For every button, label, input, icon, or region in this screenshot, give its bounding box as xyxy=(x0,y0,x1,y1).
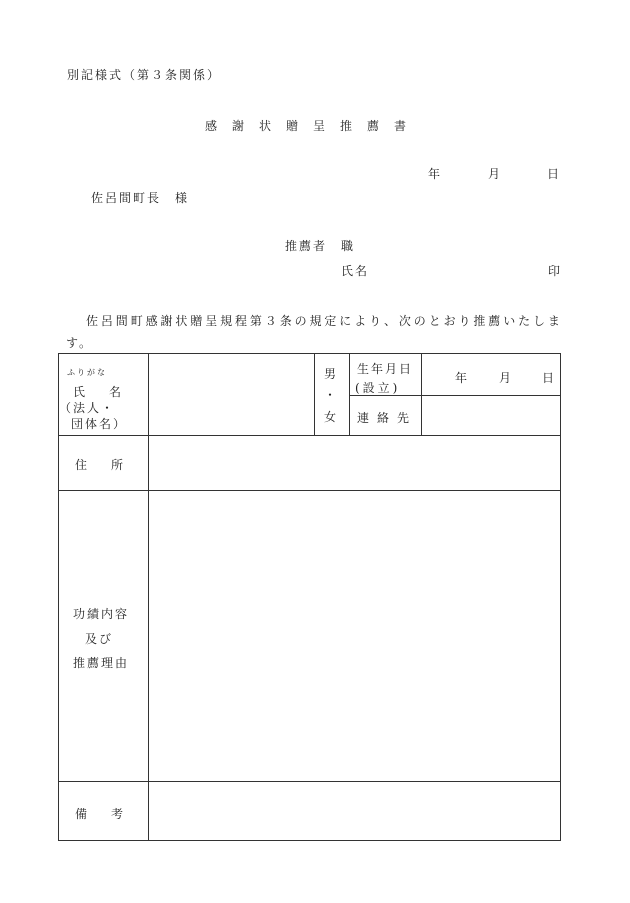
position-label: 職 xyxy=(341,239,354,253)
recommender-label: 推薦者 xyxy=(285,239,328,253)
birth-month: 月 xyxy=(499,371,512,385)
row-divider xyxy=(59,490,560,491)
and-label: 及び xyxy=(85,632,114,646)
col-divider xyxy=(349,354,350,435)
sex-separator: ・ xyxy=(324,388,337,402)
date-month: 月 xyxy=(488,167,501,181)
reason-label: 推薦理由 xyxy=(73,656,130,670)
form-reference: 別記様式（第３条関係） xyxy=(67,68,222,82)
birth-year: 年 xyxy=(455,371,468,385)
body-text-line1: 佐呂間町感謝状贈呈規程第３条の規定により、次のとおり推薦いたしま xyxy=(86,314,563,328)
achievements-label: 功績内容 xyxy=(73,607,130,621)
corporation-label: （法人・ xyxy=(59,401,116,415)
seal-mark: 印 xyxy=(548,264,561,278)
birthdate-label: 生年月日 xyxy=(357,362,414,376)
remarks-label: 備 考 xyxy=(75,807,124,821)
name-label: 氏名 xyxy=(341,264,370,278)
date-day: 日 xyxy=(547,167,560,181)
row-divider xyxy=(59,781,560,782)
sex-female: 女 xyxy=(324,410,337,424)
body-text-line2: す。 xyxy=(66,336,94,350)
recommendation-table xyxy=(58,353,561,841)
established-label: (設立) xyxy=(355,381,401,395)
birth-day: 日 xyxy=(542,371,555,385)
col-divider xyxy=(148,354,149,840)
sex-male: 男 xyxy=(324,367,337,381)
col-divider xyxy=(421,354,422,435)
furigana-label: ふりがな xyxy=(67,368,107,377)
contact-label: 連絡先 xyxy=(357,411,418,425)
row-divider xyxy=(59,435,560,436)
document-title: 感謝状贈呈推薦書 xyxy=(205,119,422,133)
group-name-label: 団体名） xyxy=(71,417,128,431)
address-label: 住 所 xyxy=(75,458,124,472)
date-year: 年 xyxy=(428,167,441,181)
col-divider xyxy=(314,354,315,435)
name-field-label: 氏 名 xyxy=(73,385,122,399)
addressee: 佐呂間町長 様 xyxy=(91,191,190,205)
